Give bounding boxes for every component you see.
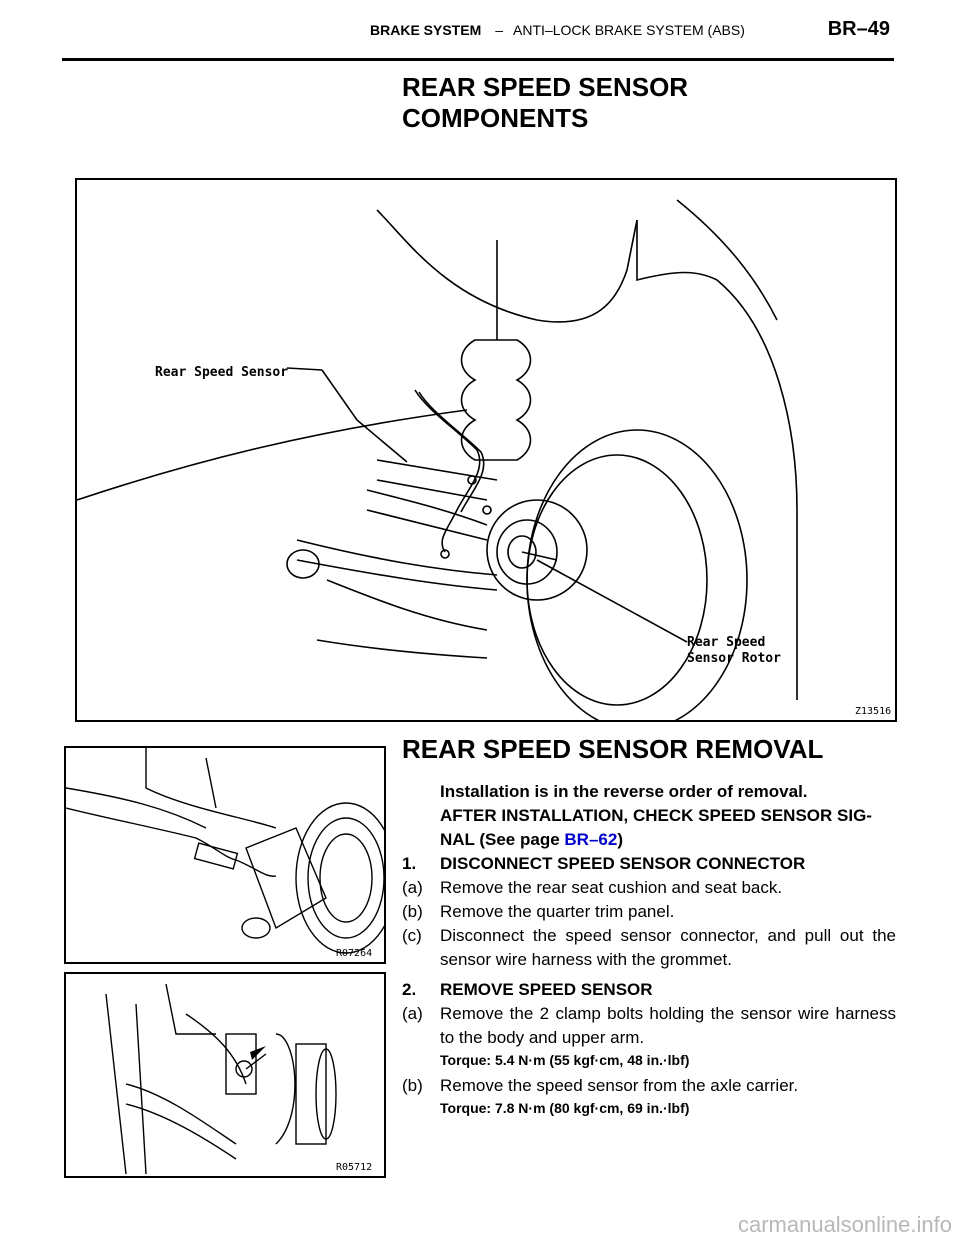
components-figure: [75, 178, 897, 722]
step-2b-text: Remove the speed sensor from the axle carrier.: [440, 1076, 799, 1095]
header-subsection: ANTI–LOCK BRAKE SYSTEM (ABS): [513, 22, 745, 38]
note-after-install-suffix: ): [617, 830, 623, 849]
components-title: [402, 72, 688, 134]
figure-connector: [64, 746, 386, 964]
figure-sensor: [64, 972, 386, 1178]
step-1c-label: (c): [402, 926, 422, 945]
step-1a-text: Remove the rear seat cushion and seat back.: [440, 878, 783, 897]
note-after-install-text: AFTER INSTALLATION, CHECK SPEED SENSOR SIG-NAL (See page: [440, 806, 872, 849]
step-2b-label: (b): [402, 1076, 423, 1095]
step-2b: [402, 1074, 896, 1098]
header-section: BRAKE SYSTEM: [370, 22, 482, 38]
link-br-62[interactable]: BR–62: [564, 830, 618, 849]
figure-code-a: R07264: [336, 948, 373, 959]
step-1c-text: Disconnect the speed sensor connector, and pull out the sensor wire harness with the grommet.: [440, 926, 896, 969]
components-title-line2: COMPONENTS: [402, 103, 589, 133]
step-2-heading: [402, 978, 896, 1002]
step-1b-label: (b): [402, 902, 423, 921]
running-header: [370, 22, 745, 38]
step-1b-text: Remove the quarter trim panel.: [440, 902, 675, 921]
torque-spec-b: Torque: 7.8 N·m (80 kgf·cm, 69 in.·lbf): [440, 1100, 690, 1116]
step-2a-label: (a): [402, 1004, 423, 1023]
step-2-title: REMOVE SPEED SENSOR: [440, 980, 653, 999]
step-1b: [402, 900, 896, 924]
header-rule: [62, 58, 894, 61]
step-1a: [402, 876, 896, 900]
components-title-line1: REAR SPEED SENSOR: [402, 72, 689, 102]
step-1-heading: [402, 852, 896, 876]
step-1-number: 1.: [402, 854, 417, 873]
note-reverse-order: Installation is in the reverse order of removal.: [440, 782, 808, 801]
label-rotor-line1: Rear Speed: [687, 635, 766, 650]
step-1-title: DISCONNECT SPEED SENSOR CONNECTOR: [440, 854, 806, 873]
arrow-icon: [250, 1046, 266, 1060]
sensor-illustration: [66, 974, 384, 1176]
figure-code-b: R05712: [336, 1162, 373, 1173]
step-2a: [402, 1002, 896, 1050]
label-rear-speed-sensor: Rear Speed Sensor: [155, 365, 289, 380]
step-1a-label: (a): [402, 878, 423, 897]
figure-code-main: Z13516: [855, 706, 892, 717]
components-illustration: [77, 180, 895, 720]
header-separator: –: [495, 22, 504, 38]
removal-body: [402, 780, 896, 1122]
page-number: BR–49: [827, 18, 890, 40]
step-1c: [402, 924, 896, 972]
torque-spec-a: Torque: 5.4 N·m (55 kgf·cm, 48 in.·lbf): [440, 1052, 690, 1068]
note-after-install: [402, 804, 896, 852]
step-2-number: 2.: [402, 980, 417, 999]
removal-title: REAR SPEED SENSOR REMOVAL: [402, 734, 824, 764]
label-rotor-line2: Sensor Rotor: [687, 651, 781, 666]
watermark: carmanualsonline.info: [737, 1212, 952, 1237]
step-2a-text: Remove the 2 clamp bolts holding the sensor wire harness to the body and upper arm.: [440, 1004, 896, 1047]
connector-illustration: [66, 748, 384, 962]
